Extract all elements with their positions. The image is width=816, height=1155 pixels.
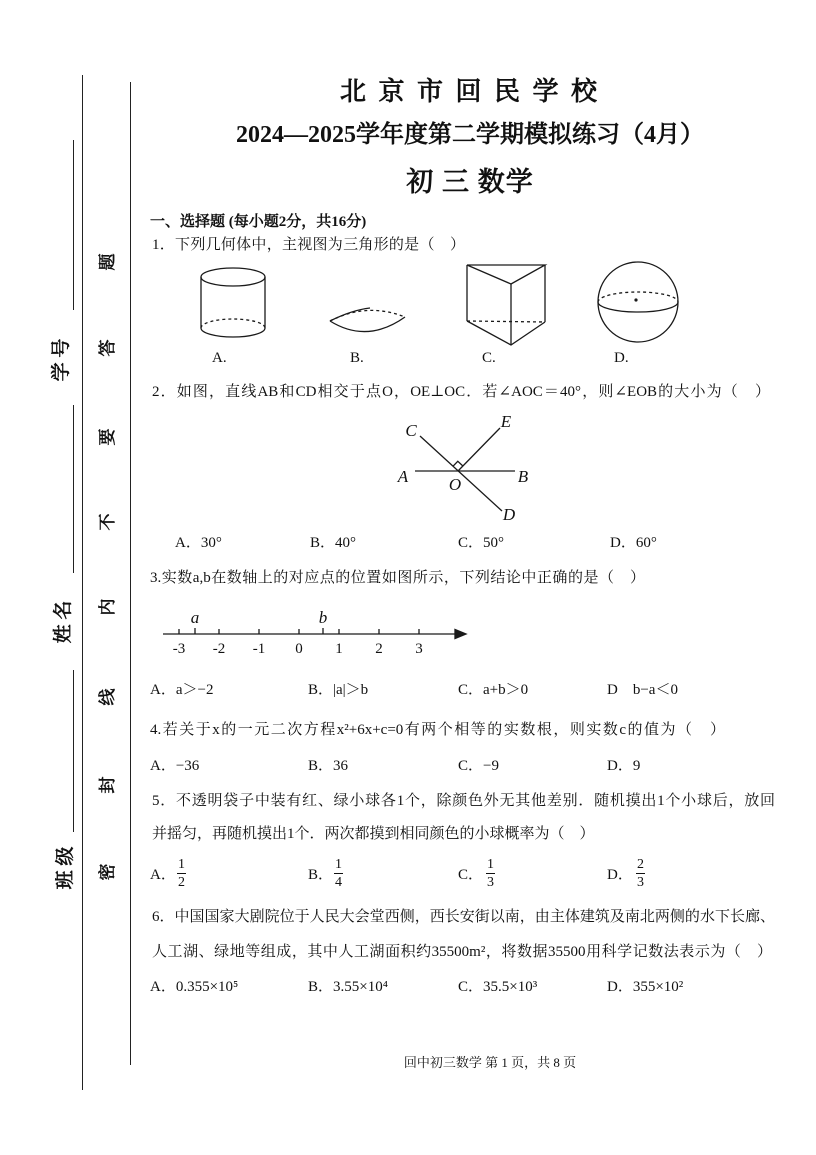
number-line-tick-label: -3 — [172, 641, 186, 657]
right-angle-mark — [453, 461, 463, 466]
name-label: 姓 名 — [53, 600, 74, 644]
q2-option-b: B．40° — [310, 535, 357, 551]
triangular-prism-figure — [467, 265, 545, 345]
q2-option-c: C．50° — [458, 535, 505, 551]
fraction-numerator: 2 — [637, 857, 644, 872]
number-line-tick-label: 3 — [415, 641, 423, 657]
point-a-label: a — [190, 608, 200, 627]
prism-bottom-back — [467, 321, 545, 322]
question-1-stem: 1．下列几何体中，主视图为三角形的是（ ） — [152, 237, 465, 253]
fraction-numerator: 1 — [178, 857, 185, 872]
question-3-stem: 3.实数a,b在数轴上的对应点的位置如图所示，下列结论中正确的是（ ） — [150, 570, 645, 586]
number-line-arrow-icon — [455, 630, 466, 639]
seal-char: 密 — [98, 863, 117, 881]
prism-top-face — [467, 265, 545, 284]
sphere-outline — [598, 262, 678, 342]
q4-option-b: B．36 — [308, 758, 349, 774]
question-2-stem: 2．如图，直线AB和CD相交于点O，OE⊥OC．若∠AOC＝40°，则∠EOB的大小为（ ） — [152, 384, 770, 400]
section-title: 一、选择题 (每小题2分，共16分) — [150, 214, 367, 230]
page-footer: 回中初三数学 第 1 页，共 8 页 — [403, 1055, 577, 1070]
q6-option-d: D．355×10² — [607, 979, 684, 995]
ray-oe — [458, 428, 500, 471]
q3-option-c: C．a+b＞0 — [458, 682, 529, 698]
sphere-equator-back — [598, 292, 678, 302]
q3-option-b: B．|a|＞b — [308, 682, 369, 698]
q4-option-c: C．−9 — [458, 758, 499, 774]
question-4-stem: 4.若关于x的一元二次方程x²+6x+c=0有两个相等的实数根，则实数c的值为（ ） — [150, 722, 725, 738]
seal-char: 题 — [98, 253, 117, 271]
q5-option-c-letter: C． — [458, 867, 484, 883]
q1-option-c: C. — [482, 350, 496, 366]
point-b-label: b — [318, 608, 328, 627]
point-label-d: D — [502, 505, 516, 524]
q6-option-a: A．0.355×10⁵ — [150, 979, 239, 995]
q4-option-d: D．9 — [607, 758, 641, 774]
number-line-tick-label: -1 — [252, 641, 266, 657]
q5-option-d-letter: D． — [607, 867, 633, 883]
question-6-stem-line-1: 6．中国国家大剧院位于人民大会堂西侧，西长安街以南，由主体建筑及南北两侧的水下长廊、 — [152, 909, 775, 925]
q5-option-a-letter: A． — [150, 867, 176, 883]
q1-option-b: B. — [350, 350, 364, 366]
fraction-numerator: 1 — [335, 857, 342, 872]
seal-char: 线 — [98, 688, 117, 706]
fraction-denominator: 3 — [487, 875, 494, 890]
q5-option-b-letter: B． — [308, 867, 334, 883]
fraction-denominator: 4 — [335, 875, 342, 890]
class-label: 班 级 — [55, 846, 76, 890]
point-label-a: A — [397, 467, 409, 486]
fraction-denominator: 3 — [637, 875, 644, 890]
q1-option-d: D. — [614, 350, 629, 366]
point-label-e: E — [500, 412, 512, 431]
prism-bottom-front — [467, 321, 545, 345]
q6-option-b: B．3.55×10⁴ — [308, 979, 388, 995]
q3-option-a: A．a＞−2 — [150, 682, 214, 698]
number-line-tick-label: -2 — [212, 641, 226, 657]
seal-char: 答 — [98, 339, 117, 357]
seal-char: 不 — [98, 513, 117, 531]
number-line-tick-label: 1 — [335, 641, 343, 657]
q3-option-d: D b−a＜0 — [607, 682, 678, 698]
question-5-stem-line-2: 并摇匀，再随机摸出1个．两次都摸到相同颜色的小球概率为（ ） — [152, 826, 595, 842]
sphere-center-dot — [634, 298, 637, 301]
sphere-equator-front — [598, 302, 678, 312]
subject-title: 初 三 数学 — [406, 167, 534, 197]
school-title: 北 京 市 回 民 学 校 — [339, 77, 600, 106]
q2-option-d: D．60° — [610, 535, 657, 551]
cylinder-bottom-front — [201, 328, 265, 337]
intersecting-lines-figure — [397, 412, 529, 524]
point-label-o: O — [448, 475, 462, 494]
sphere-figure — [598, 262, 678, 342]
q4-option-a: A．−36 — [150, 758, 200, 774]
q2-option-a: A．30° — [175, 535, 222, 551]
cone-base-front — [330, 317, 405, 332]
number-line-figure — [163, 608, 466, 657]
seal-char: 内 — [98, 598, 117, 616]
cylinder-top-face — [201, 268, 265, 286]
point-label-c: C — [405, 421, 417, 440]
fraction-denominator: 2 — [178, 875, 185, 890]
cone-side — [330, 308, 370, 321]
number-line-tick-label: 2 — [375, 641, 383, 657]
line-cd — [420, 436, 502, 511]
question-6-stem-line-2: 人工湖、绿地等组成，其中人工湖面积约35500m²，将数据35500用科学记数法表示为（ ） — [152, 944, 772, 960]
cone-figure — [330, 308, 405, 332]
cylinder-figure — [201, 268, 265, 337]
fraction-numerator: 1 — [487, 857, 494, 872]
q6-option-c: C．35.5×10³ — [458, 979, 538, 995]
seal-char: 封 — [98, 776, 117, 794]
question-5-stem-line-1: 5．不透明袋子中装有红、绿小球各1个，除颜色外无其他差别．随机摸出1个小球后，放回 — [152, 793, 775, 809]
term-title: 2024—2025学年度第二学期模拟练习（4月） — [236, 122, 704, 148]
student-id-label: 学 号 — [51, 338, 72, 382]
q1-option-a: A. — [212, 350, 227, 366]
seal-char: 要 — [98, 428, 117, 446]
number-line-tick-label: 0 — [295, 641, 303, 657]
cylinder-bottom-back — [201, 319, 265, 328]
point-label-b: B — [517, 467, 529, 486]
